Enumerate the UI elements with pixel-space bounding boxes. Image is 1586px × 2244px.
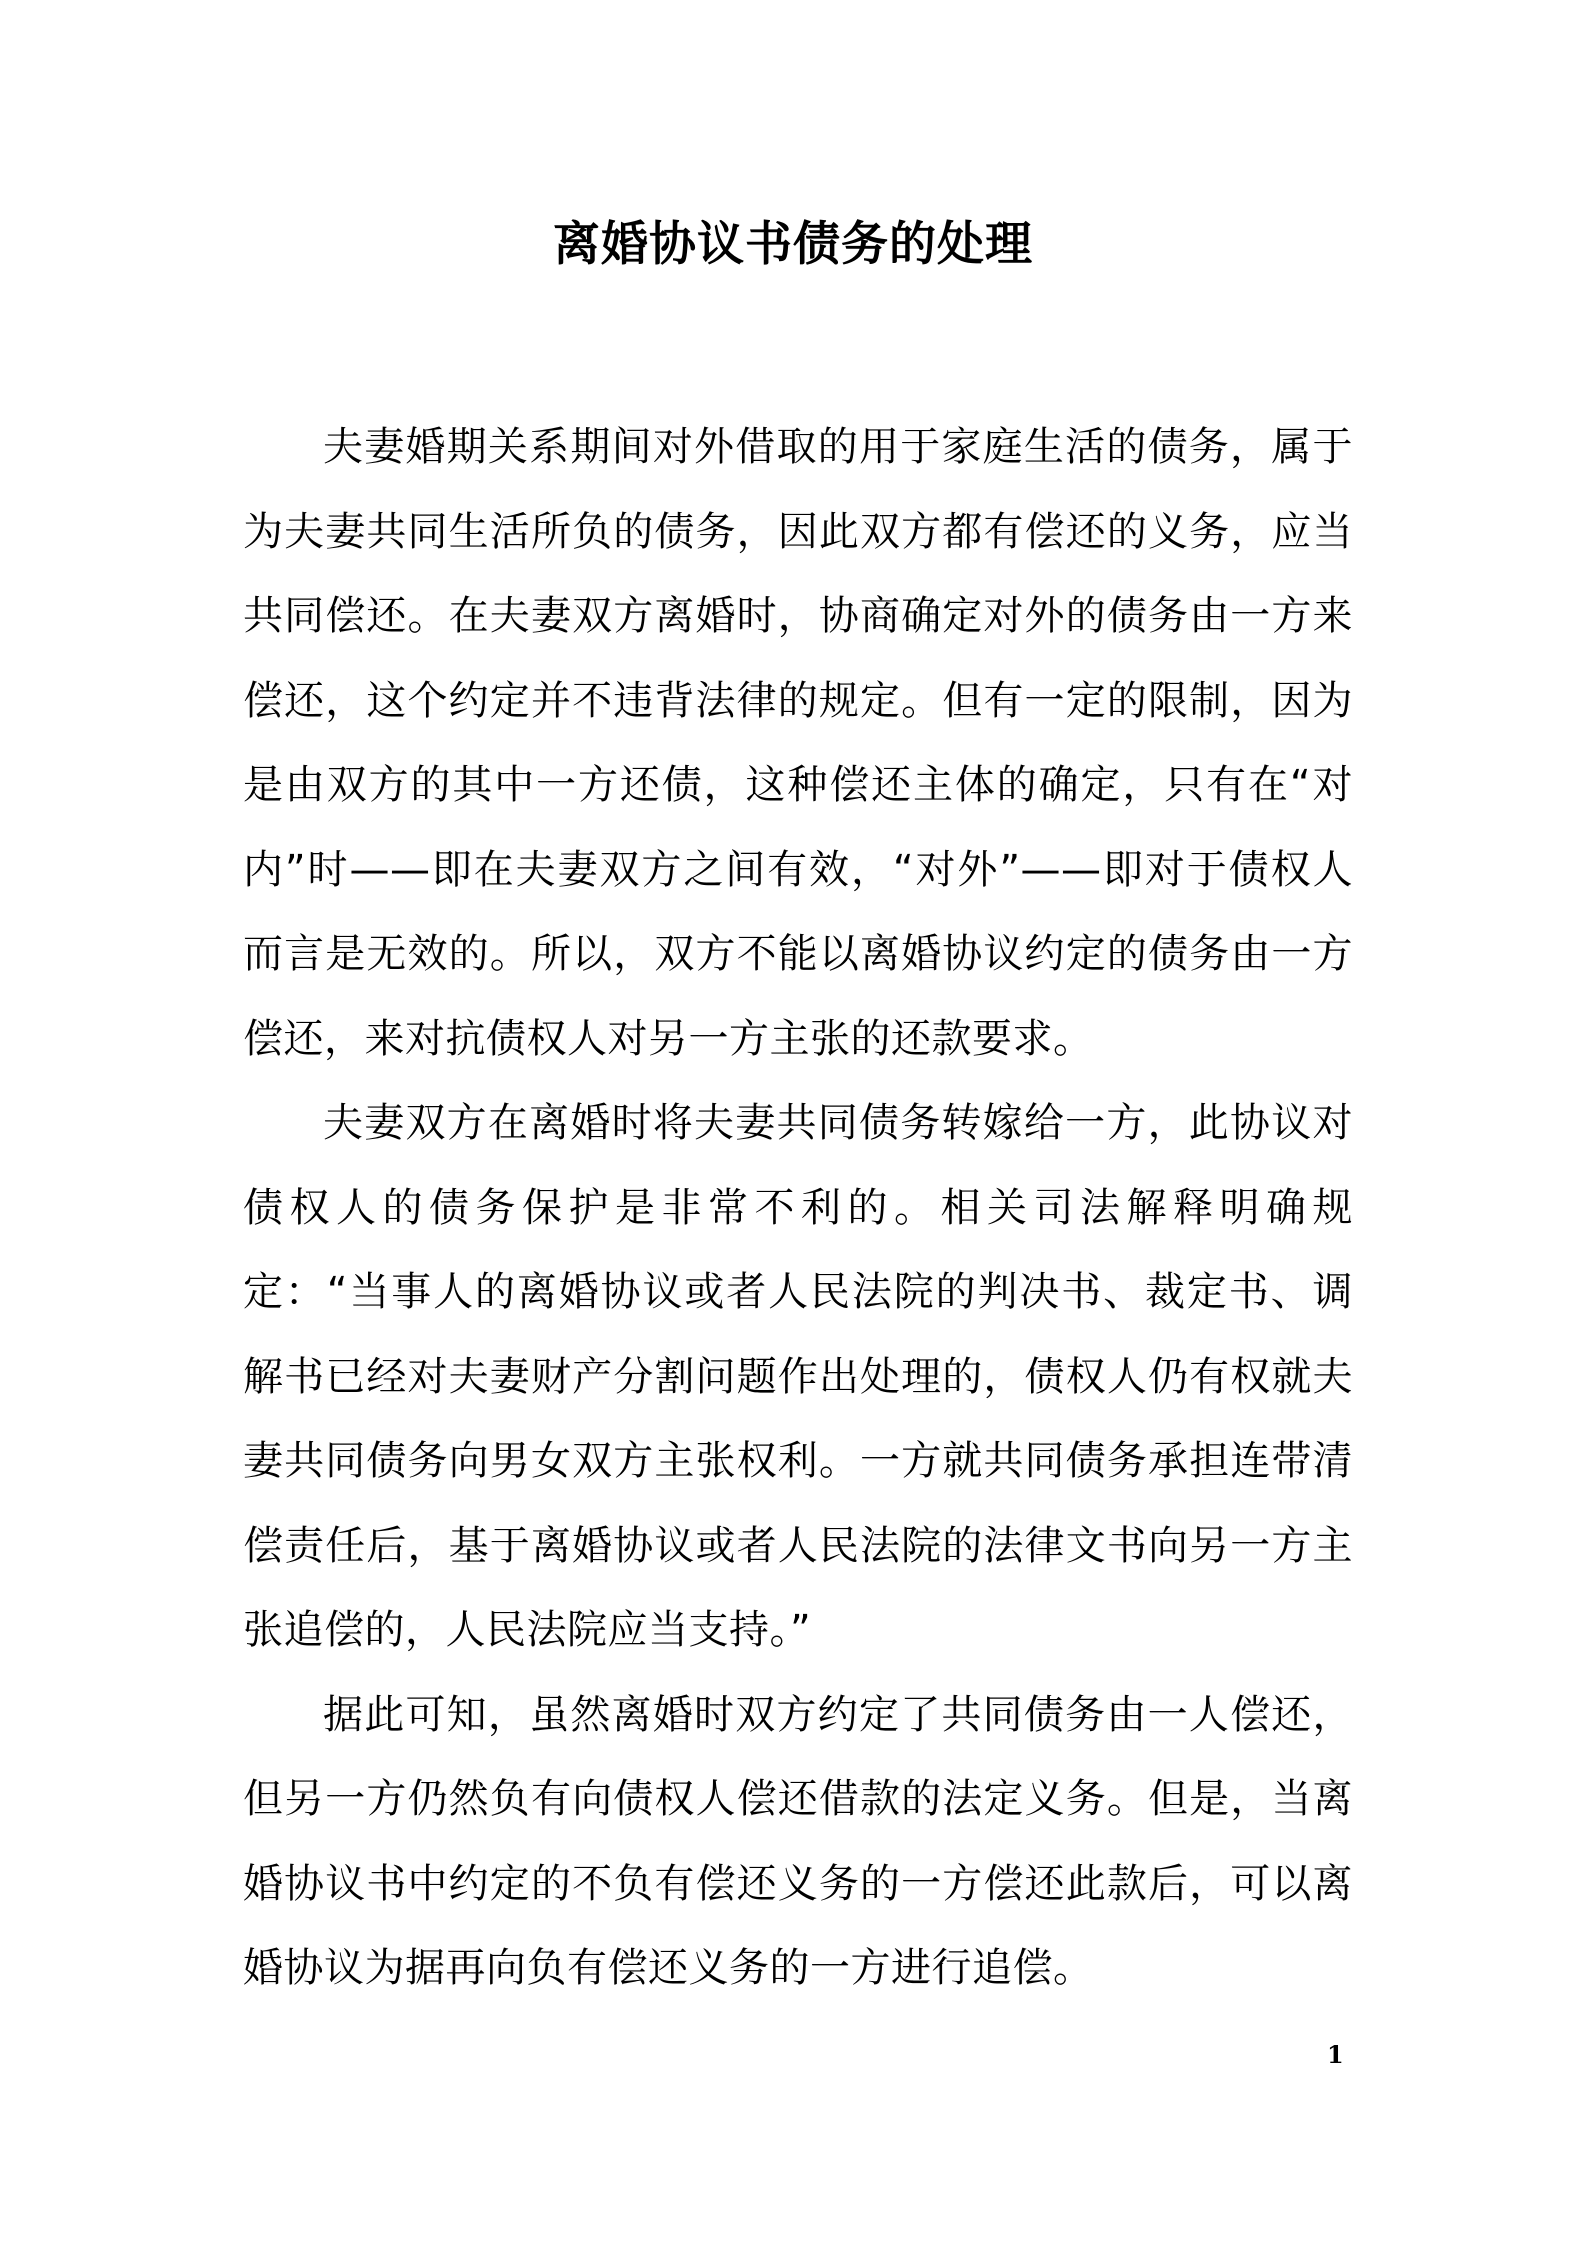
page-title: 离婚协议书债务的处理	[553, 217, 1033, 272]
page-number: 1	[1327, 2040, 1344, 2069]
document-body	[243, 405, 1353, 2011]
paragraph-3: 据此可知，虽然离婚时双方约定了共同债务由一人偿还，但另一方仍然负有向债权人偿还借款的法定义务。但是，当离婚协议书中约定的不负有偿还义务的一方偿还此款后，可以离婚协议为据再向负有偿还义务的一方进行追偿。	[243, 1691, 1353, 1991]
paragraph-1: 夫妻婚期关系期间对外借取的用于家庭生活的债务，属于为夫妻共同生活所负的债务，因此双方都有偿还的义务，应当共同偿还。在夫妻双方离婚时，协商确定对外的债务由一方来偿还，这个约定并不违背法律的规定。但有一定的限制，因为是由双方的其中一方还债，这种偿还主体的确定，只有在“对内”时——即在夫妻双方之间有效，“对外”——即对于债权人而言是无效的。所以，双方不能以离婚协议约定的债务由一方偿还，来对抗债权人对另一方主张的还款要求。	[243, 424, 1353, 1062]
paragraph-2: 夫妻双方在离婚时将夫妻共同债务转嫁给一方，此协议对债权人的债务保护是非常不利的。相关司法解释明确规定：“当事人的离婚协议或者人民法院的判决书、裁定书、调解书已经对夫妻财产分割问题作出处理的，债权人仍有权就夫妻共同债务向男女双方主张权利。一方就共同债务承担连带清偿责任后，基于离婚协议或者人民法院的法律文书向另一方主张追偿的，人民法院应当支持。”	[243, 1100, 1353, 1653]
